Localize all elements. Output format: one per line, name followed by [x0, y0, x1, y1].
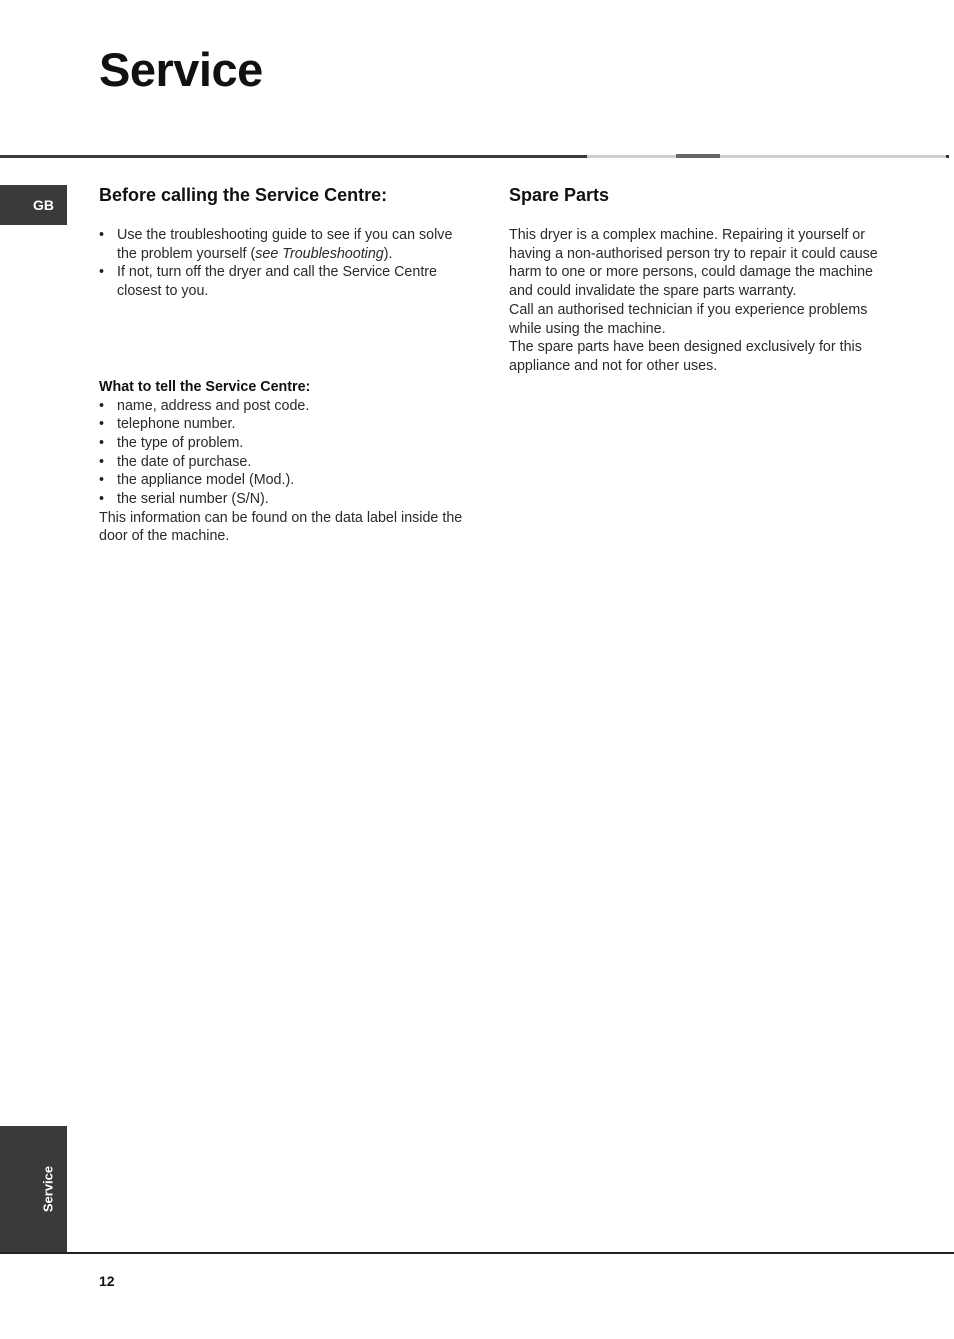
list-item: • name, address and post code.	[99, 397, 464, 416]
header-rule-light-segment-end	[720, 155, 946, 158]
section-side-tab-label: Service	[40, 1165, 56, 1213]
language-tab-label: GB	[33, 197, 54, 213]
list-item-text: Use the troubleshooting guide to see if you can solve the problem yourself (	[117, 227, 453, 262]
left-column	[99, 183, 464, 546]
page-number: 12	[99, 1273, 115, 1289]
list-item: • telephone number.	[99, 415, 464, 434]
what-to-tell-list	[99, 397, 464, 509]
page-title: Service	[99, 43, 263, 96]
spare-parts-paragraph: The spare parts have been designed exclusively for this appliance and not for other uses.	[509, 339, 862, 374]
header-rule-marker-segment	[676, 154, 720, 158]
troubleshooting-reference: see Troubleshooting	[255, 245, 384, 262]
header-rule-end-cap	[946, 155, 949, 158]
list-item: • the type of problem.	[99, 434, 464, 453]
list-item: • the appliance model (Mod.).	[99, 471, 464, 490]
spare-parts-paragraph: Call an authorised technician if you experience problems while using the machine.	[509, 301, 868, 337]
language-tab	[0, 185, 67, 225]
data-label-note: This information can be found on the data label inside the door of the machine.	[99, 509, 463, 545]
spare-parts-heading: Spare Parts	[509, 185, 610, 205]
header-rule-dark-segment	[0, 155, 587, 158]
spare-parts-paragraph: This dryer is a complex machine. Repairing it yourself or having a non-authorised person try to repair it could cause harm to one or more persons, could damage the machine and could invalidate the spare parts warranty.	[509, 227, 878, 300]
footer-rule	[0, 1252, 954, 1254]
list-item	[99, 226, 464, 263]
right-column	[509, 183, 879, 376]
before-calling-list	[99, 226, 464, 301]
section-side-tab	[0, 1126, 67, 1253]
list-item: • the serial number (S/N).	[99, 490, 464, 509]
header-rule-light-segment	[587, 155, 676, 158]
list-item: • the date of purchase.	[99, 453, 464, 472]
list-item: • If not, turn off the dryer and call the Service Centre closest to you.	[99, 263, 464, 300]
what-to-tell-subheading: What to tell the Service Centre:	[99, 378, 311, 395]
list-item-text-end: ).	[383, 245, 393, 262]
before-calling-heading: Before calling the Service Centre:	[99, 185, 388, 205]
